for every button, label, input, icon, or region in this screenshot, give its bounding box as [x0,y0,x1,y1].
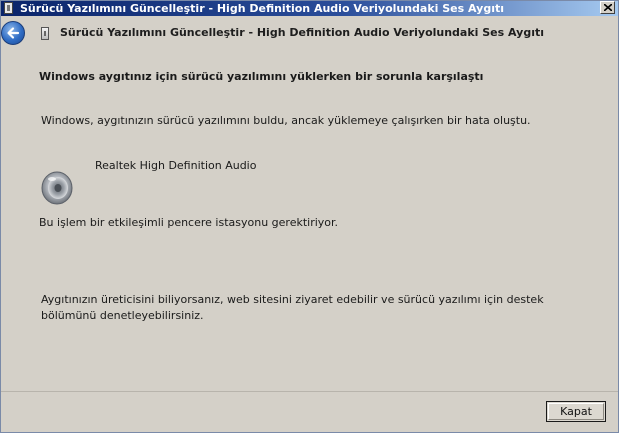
speaker-icon [41,170,73,205]
back-button[interactable] [1,21,25,45]
help-text-line1: Aygıtınızın üreticisini biliyorsanız, web sitesini ziyaret edebilir ve sürücü yazılımı için destek [41,293,544,306]
close-icon [604,4,612,11]
footer-divider [1,391,618,392]
help-text-line2: bölümünü denetleyebilirsiniz. [41,309,204,322]
wizard-header [1,17,618,50]
error-detail: Bu işlem bir etkileşimli pencere istasyonu gerektiriyor. [39,216,339,229]
error-heading: Windows aygıtınız için sürücü yazılımını yüklerken bir sorunla karşılaştı [39,70,484,83]
window-title: Sürücü Yazılımını Güncelleştir - High Definition Audio Veriyolundaki Ses Aygıtı [20,2,504,15]
device-icon [41,27,49,40]
back-arrow-icon [6,26,20,40]
title-bar[interactable] [1,1,618,16]
close-button[interactable]: Kapat [546,401,606,422]
close-window-button[interactable] [600,1,615,14]
wizard-title: Sürücü Yazılımını Güncelleştir - High Definition Audio Veriyolundaki Ses Aygıtı [60,26,544,39]
device-name: Realtek High Definition Audio [95,159,257,172]
error-message: Windows, aygıtınızın sürücü yazılımını buldu, ancak yüklemeye çalışırken bir hata oluştu. [41,114,531,127]
device-icon [4,2,13,14]
dialog-content [1,17,618,391]
